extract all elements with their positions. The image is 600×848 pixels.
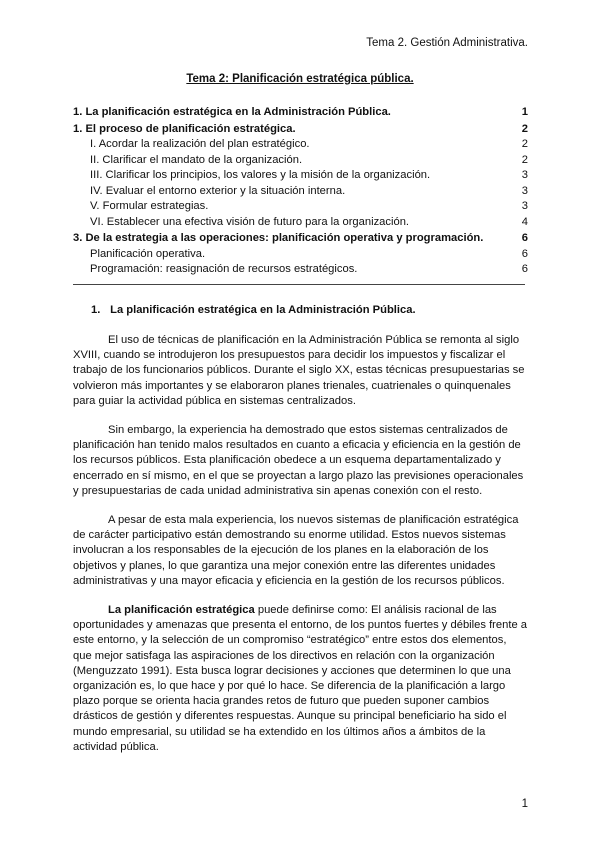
toc-entry-label: Programación: reasignación de recursos estratégicos. <box>90 263 358 275</box>
toc-entry[interactable] <box>73 215 528 231</box>
toc-entry[interactable] <box>73 104 528 121</box>
toc-entry[interactable] <box>73 137 528 153</box>
toc-entry-page: 6 <box>521 232 528 244</box>
section-title: La planificación estratégica en la Administración Pública. <box>110 304 416 316</box>
toc-entry-label: 1. La planificación estratégica en la Administración Pública. <box>73 106 391 118</box>
toc-entry-page: 2 <box>521 153 528 166</box>
toc-entry[interactable] <box>73 153 528 169</box>
toc-entry-label: III. Clarificar los principios, los valores y la misión de la organización. <box>90 169 431 181</box>
toc-entry[interactable] <box>73 262 528 278</box>
toc-entry-label: IV. Evaluar el entorno exterior y la situación interna. <box>90 184 346 197</box>
page-number: 1 <box>521 798 528 810</box>
toc-entry[interactable] <box>73 121 528 138</box>
paragraph: El uso de técnicas de planificación en la Administración Pública se remonta al siglo XVIII, cuando se introdujeron los presupuestos para decidir los impuestos y fiscalizar el trabajo de los funcionarios públicos. Durante el siglo XX, estas técnicas presupuestarias se volvieron más importantes y se elaboraron planes trienales, cuatrienales o quinquenales para guiar la actividad pública en sistemas centralizados. <box>73 334 525 407</box>
definition-text: puede definirse como: El análisis racional de las oportunidades y amenazas que presenta el entorno, de los puntos fuertes y débiles frente a este entorno, y la selección de un compromiso “estratégico” entre estos dos elementos, que mejor satisfaga las aspiraciones de los directivos en relación con la organización (Menguzzato 1991). Esta busca lograr decisiones y acciones que determinen lo que una organización es, lo que hace y por qué lo hace. Se diferencia de la planificación a largo plazo porque se orienta hacia grandes retos de futuro que pueden suponer cambios drásticos de gestión y diferentes respuestas. Aunque su principal beneficiario ha sido el mundo empresarial, su utilidad se ha extendido en los últimos años a ámbitos de la actividad pública. <box>73 604 528 753</box>
toc-entry-page: 1 <box>521 106 528 118</box>
toc-entry[interactable] <box>73 168 528 184</box>
toc-entry[interactable] <box>73 199 528 215</box>
toc-entry-label: Planificación operativa. <box>90 247 206 260</box>
toc-entry-label: VI. Establecer una efectiva visión de futuro para la organización. <box>90 215 410 228</box>
toc-entry-page: 3 <box>521 184 528 197</box>
section-heading <box>91 304 416 316</box>
defined-term: La planificación estratégica <box>108 604 255 617</box>
paragraph: A pesar de esta mala experiencia, los nuevos sistemas de planificación estratégica de carácter participativo están demostrando su enorme utilidad. Estos nuevos sistemas involucran a los responsables de la ejecución de los planes en la elaboración de los objetivos y planes, lo que garantiza una mejor conexión entre las diferentes unidades administrativas y una mayor eficacia y eficiencia en la gestión de los recursos públicos. <box>73 514 519 587</box>
toc-entry-page: 4 <box>521 215 528 228</box>
toc-entry[interactable] <box>73 230 528 247</box>
toc-entry-label: 1. El proceso de planificación estratégica. <box>73 122 296 135</box>
toc-entry[interactable] <box>73 184 528 200</box>
paragraph <box>73 603 528 755</box>
toc-entry-page: 2 <box>521 138 528 150</box>
table-of-contents <box>73 104 528 278</box>
toc-entry[interactable] <box>73 247 528 263</box>
toc-entry-page: 3 <box>521 200 528 212</box>
toc-entry-page: 3 <box>521 169 528 181</box>
toc-entry-label: 3. De la estrategia a las operaciones: planificación operativa y programación. <box>73 232 484 244</box>
running-header: Tema 2. Gestión Administrativa. <box>366 37 528 49</box>
section-body <box>73 333 528 769</box>
toc-entry-page: 6 <box>521 263 528 275</box>
document-title: Tema 2: Planificación estratégica pública. <box>186 73 414 85</box>
section-number: 1. <box>91 304 101 316</box>
toc-entry-label: II. Clarificar el mandato de la organización. <box>90 153 303 166</box>
toc-entry-page: 6 <box>521 247 528 260</box>
toc-entry-label: I. Acordar la realización del plan estratégico. <box>90 138 310 150</box>
paragraph: Sin embargo, la experiencia ha demostrado que estos sistemas centralizados de planificación han tenido malos resultados en cuanto a eficacia y eficiencia en la gestión de los recursos públicos. Esta planificación obedece a un esquema departamentalizado y encerrado en sí mismo, en el que se proyectan a largo plazo las previsiones operacionales y presupuestarias de cada unidad administrativa sin apenas conexión con el resto. <box>73 424 524 497</box>
toc-entry-label: V. Formular estrategias. <box>90 200 209 212</box>
toc-divider <box>73 284 525 285</box>
toc-entry-page: 2 <box>521 122 528 135</box>
